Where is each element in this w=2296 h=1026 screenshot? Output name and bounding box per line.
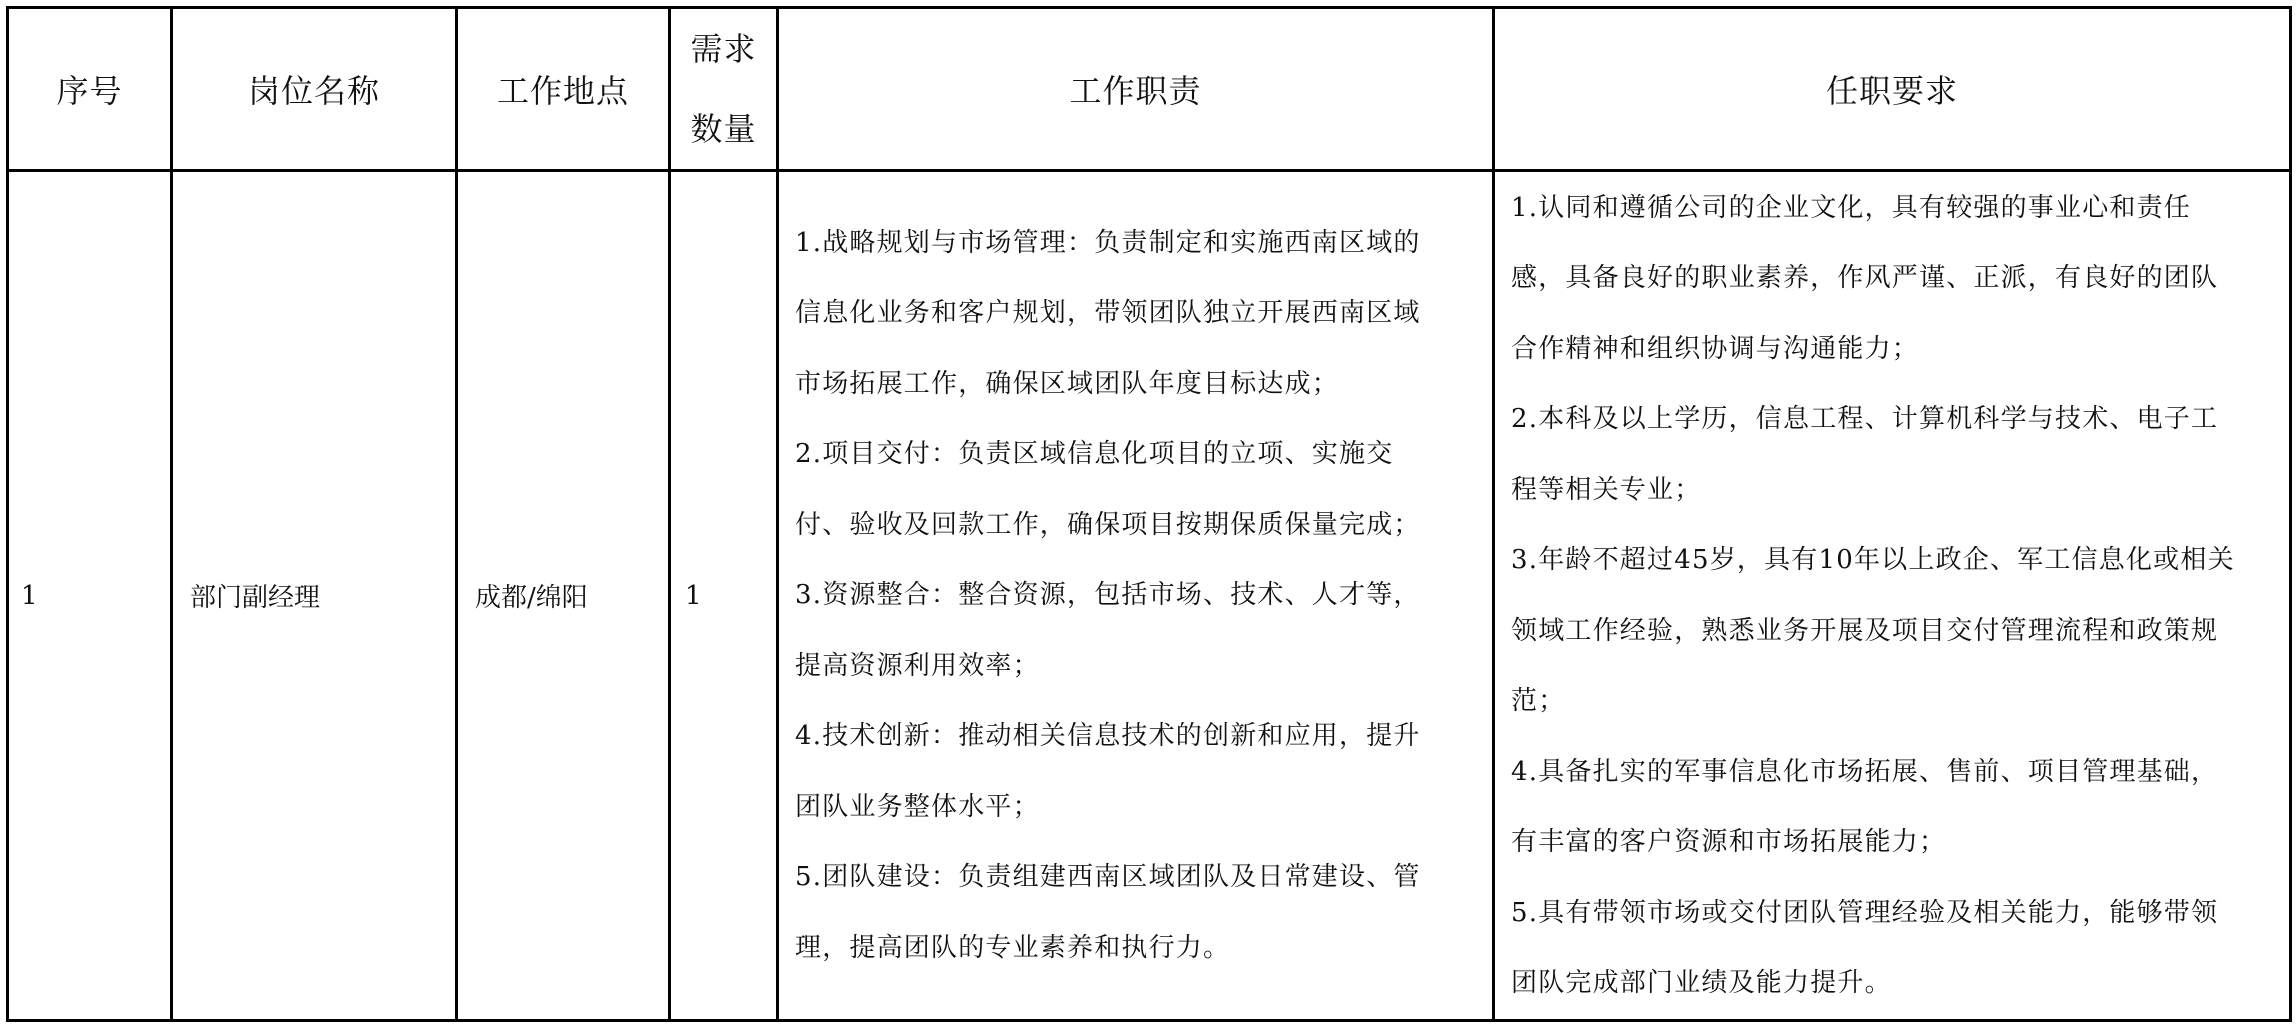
header-requirements: 任职要求 [1494,8,2291,171]
duty-item-2 [795,419,1484,560]
duty-line: 5.团队建设：负责组建西南区域团队及日常建设、管 [795,862,1421,893]
table-row [8,171,2291,1021]
requirement-line: 2.本科及以上学历，信息工程、计算机科学与技术、电子工 [1511,404,2219,434]
duty-item-3 [795,560,1484,701]
duty-line: 1.战略规划与市场管理：负责制定和实施西南区域的 [795,227,1421,258]
requirement-line: 4.具备扎实的军事信息化市场拓展、售前、项目管理基础， [1511,756,2219,787]
requirement-line: 合作精神和组织协调与沟通能力； [1511,333,1920,364]
duty-line: 提高资源利用效率； [795,650,1040,681]
duty-item-1 [795,208,1484,420]
table-body [8,171,2291,1021]
header-quantity [670,8,778,171]
header-index: 序号 [8,8,172,171]
duty-line: 信息化业务和客户规划，带领团队独立开展西南区域 [795,298,1421,329]
header-duties: 工作职责 [778,8,1494,171]
job-posting-table [6,6,2292,1022]
cell-location: 成都/绵阳 [457,171,670,1021]
requirement-item-4 [1511,737,2281,878]
cell-requirements [1494,171,2291,1021]
duty-line: 2.项目交付：负责区域信息化项目的立项、实施交 [795,439,1394,470]
requirement-line: 程等相关专业； [1511,474,1702,505]
header-quantity-line1: 需求 [690,30,757,68]
cell-quantity: 1 [670,171,778,1021]
header-row [8,8,2291,171]
duty-line: 4.技术创新：推动相关信息技术的创新和应用，提升 [795,721,1421,752]
duty-item-5 [795,842,1484,983]
requirement-line: 5.具有带领市场或交付团队管理经验及相关能力，能够带领 [1511,897,2219,928]
duty-line: 3.资源整合：整合资源，包括市场、技术、人才等， [795,580,1421,611]
duty-line: 理，提高团队的专业素养和执行力。 [795,932,1231,963]
header-quantity-line2: 数量 [690,110,757,148]
requirement-line: 1.认同和遵循公司的企业文化，具有较强的事业心和责任 [1511,192,2192,223]
duty-line: 团队业务整体水平； [795,791,1040,822]
requirement-line: 3.年龄不超过45岁，具有10年以上政企、军工信息化或相关 [1511,545,2235,575]
duty-line: 市场拓展工作，确保区域团队年度目标达成； [795,368,1340,399]
requirement-line: 有丰富的客户资源和市场拓展能力； [1511,827,1947,857]
duty-line: 付、验收及回款工作，确保项目按期保质保量完成； [795,509,1421,540]
cell-position: 部门副经理 [172,171,457,1021]
table-header [8,8,2291,171]
requirement-item-1 [1511,173,2281,385]
requirement-item-5 [1511,878,2281,1019]
cell-index: 1 [8,171,172,1021]
requirement-line: 领域工作经验，熟悉业务开展及项目交付管理流程和政策规 [1511,615,2219,646]
header-position: 岗位名称 [172,8,457,171]
requirement-item-2 [1511,384,2281,525]
requirement-line: 感，具备良好的职业素养，作风严谨、正派，有良好的团队 [1511,263,2219,293]
requirement-line: 团队完成部门业绩及能力提升。 [1511,968,1892,998]
cell-duties [778,171,1494,1021]
requirement-line: 范； [1511,686,1566,716]
requirement-item-3 [1511,525,2281,737]
duty-item-4 [795,701,1484,842]
header-location: 工作地点 [457,8,670,171]
